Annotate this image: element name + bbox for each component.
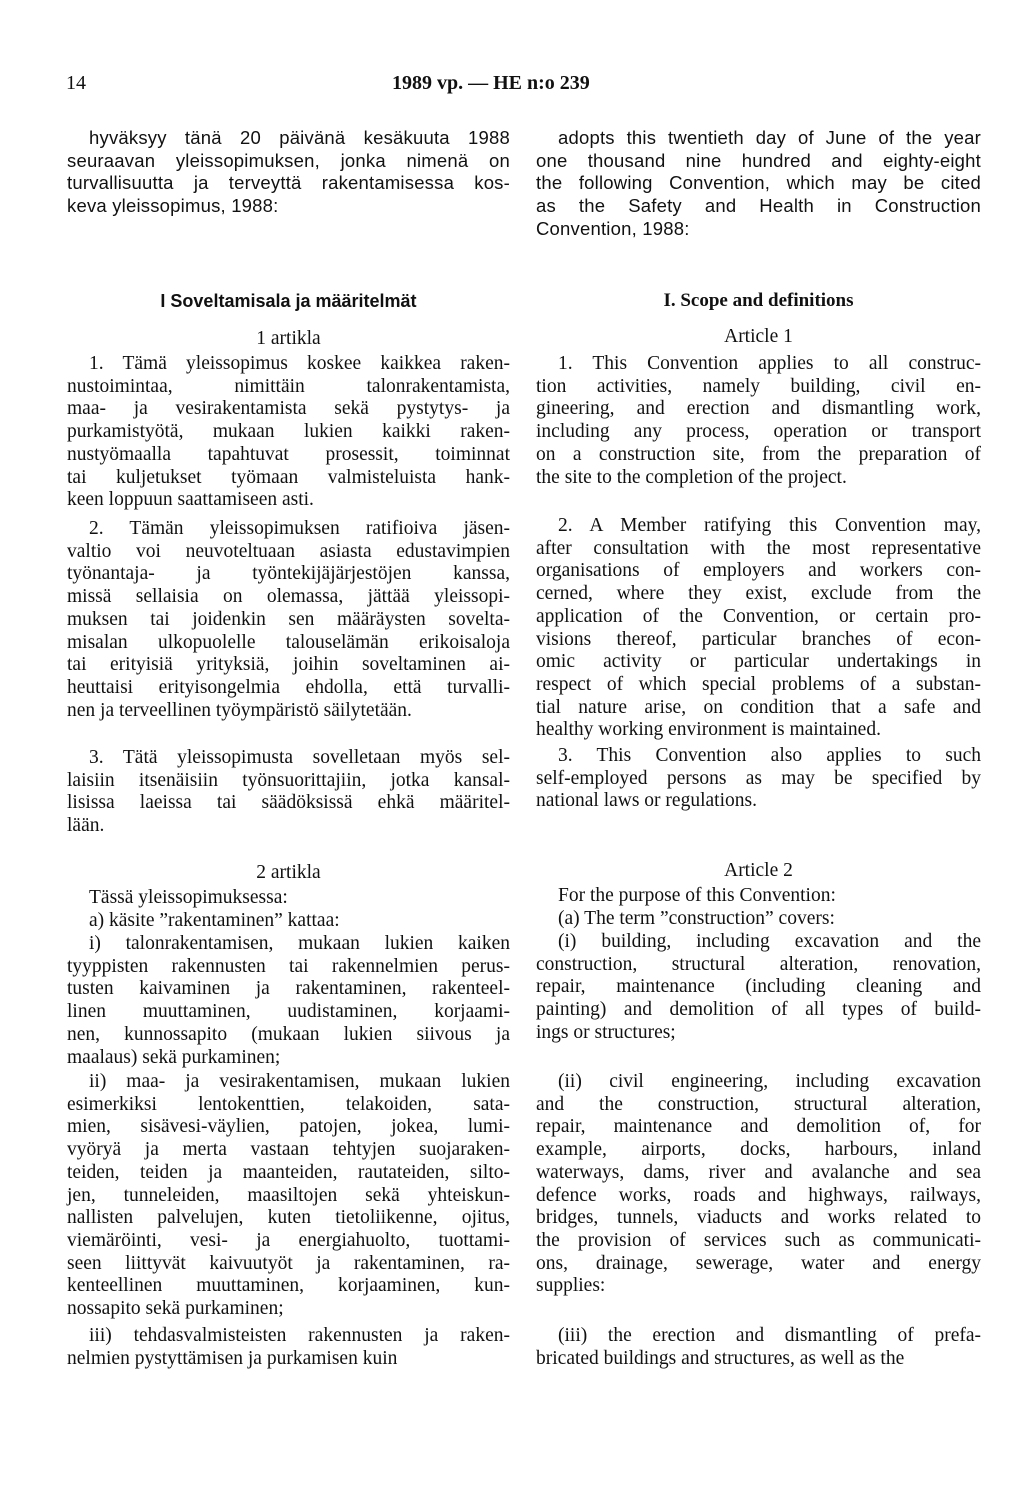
text-line: maa- ja vesirakentamista sekä pystytys- ja — [67, 398, 510, 420]
text-line: repair, maintenance and demolition of, for — [536, 1116, 981, 1138]
text-line: työnantaja- ja työntekijäjärjestöjen kanssa, — [67, 563, 510, 585]
text-line: 1. This Convention applies to all construc- — [558, 353, 981, 374]
text-line: painting) and demolition of all types of build- — [536, 999, 981, 1021]
text-line: (iii) the erection and dismantling of prefa- — [558, 1325, 981, 1346]
text-line: jen, tunneleiden, maasiltojen sekä yhteiskun- — [67, 1184, 510, 1206]
text-line: tyyppisten rakennusten tai rakennelmien perus- — [67, 955, 510, 977]
text-line: (i) building, including excavation and the — [558, 931, 981, 952]
left-article2-i — [67, 933, 510, 1069]
text-line: nossapito sekä purkaminen; — [67, 1298, 284, 1320]
text-line: keen loppuun saattamiseen asti. — [67, 489, 314, 511]
right-article1-title: Article 1 — [724, 326, 793, 347]
left-article2-ii — [67, 1071, 510, 1321]
text-line: example, airports, docks, harbours, inland — [536, 1139, 981, 1161]
text-line: tai erityisiä yrityksiä, joihin soveltaminen ai- — [67, 654, 510, 676]
text-line: ii) maa- ja vesirakentamisen, mukaan lukien — [89, 1071, 510, 1092]
right-article2-title: Article 2 — [724, 860, 793, 881]
text-line: teiden, teiden ja maanteiden, rautateiden, silto- — [67, 1161, 510, 1183]
text-line: maalaus) sekä purkaminen; — [67, 1046, 281, 1068]
text-line: laisiin itsenäisiin työnsuorittajiin, jotka kansal- — [67, 769, 510, 791]
left-article1-para3 — [67, 747, 510, 838]
text-line: national laws or regulations. — [536, 790, 757, 812]
text-line: misalan ulkopuolelle talouselämän erikoisaloja — [67, 631, 510, 653]
text-line: seuraavan yleissopimuksen, jonka nimenä on — [67, 149, 510, 171]
text-line: application of the Convention, or certain pro- — [536, 605, 981, 627]
text-line: 3. Tätä yleissopimusta sovelletaan myös sel- — [89, 747, 510, 768]
text-line: tion activities, namely building, civil en- — [536, 375, 981, 397]
text-line: vyöryä ja merta vastaan tehtyjen suojaraken- — [67, 1139, 510, 1161]
text-line: on a construction site, from the preparation of — [536, 443, 981, 465]
text-line: the site to the completion of the project. — [536, 466, 847, 488]
text-line: nen ja terveellinen työympäristö säilytetään. — [67, 699, 412, 721]
right-intro — [536, 127, 981, 241]
text-line: as the Safety and Health in Construction — [536, 195, 981, 217]
text-line: esimerkiksi lentokenttien, telakoiden, sata- — [67, 1093, 510, 1115]
left-article2-iii — [67, 1325, 510, 1370]
text-line: nelmien pystyttämisen ja purkamisen kuin — [67, 1347, 398, 1369]
text-line: tial nature arise, on condition that a safe and — [536, 696, 981, 718]
text-line: self-employed persons as may be specified by — [536, 767, 981, 789]
text-line: omic activity or particular undertakings in — [536, 651, 981, 673]
text-line: 3. This Convention also applies to such — [558, 745, 981, 766]
text-line: the provision of services such as communicati- — [536, 1229, 981, 1251]
left-article2-intro: Tässä yleissopimuksessa: — [89, 887, 288, 908]
text-line: visions thereof, particular branches of econ- — [536, 628, 981, 650]
left-article2-title: 2 artikla — [256, 862, 321, 883]
text-line: the following Convention, which may be cited — [536, 172, 981, 194]
left-article2-a: a) käsite ”rakentaminen” kattaa: — [89, 910, 340, 931]
text-line: nen, kunnossapito (mukaan lukien siivous ja — [67, 1023, 510, 1045]
text-line: supplies: — [536, 1275, 606, 1297]
right-article2-ii — [536, 1071, 981, 1298]
text-line: bricated buildings and structures, as well as the — [536, 1347, 905, 1369]
left-article1-para1 — [67, 353, 510, 512]
text-line: i) talonrakentamisen, mukaan lukien kaiken — [89, 933, 510, 954]
text-line: purkamistyötä, mukaan lukien kaikki raken- — [67, 421, 510, 443]
right-article2-intro: For the purpose of this Convention: — [558, 885, 836, 906]
text-line: ings or structures; — [536, 1021, 676, 1043]
text-line: turvallisuutta ja terveyttä rakentamisessa kos- — [67, 172, 510, 194]
text-line: ons, drainage, sewerage, water and energy — [536, 1252, 981, 1274]
text-line: 2. Tämän yleissopimuksen ratifioiva jäsen- — [89, 518, 510, 539]
text-line: bridges, tunnels, viaducts and works related to — [536, 1207, 981, 1229]
text-line: Convention, 1988: — [536, 217, 690, 239]
text-line: including any process, operation or transport — [536, 421, 981, 443]
text-line: nallisten palvelujen, kuten tietoliikenne, ojitus, — [67, 1207, 510, 1229]
text-line: muksen tai joidenkin sen määräysten sovelta- — [67, 608, 510, 630]
text-line: seen liittyvät kaivuutyöt ja rakentaminen, ra- — [67, 1252, 510, 1274]
text-line: nustyömaalla tapahtuvat prosessit, toiminnat — [67, 443, 510, 465]
text-line: repair, maintenance (including cleaning and — [536, 976, 981, 998]
left-intro — [67, 127, 510, 218]
text-line: heuttaisi erityisongelmia ehdolla, että turvalli- — [67, 676, 510, 698]
text-line: one thousand nine hundred and eighty-eight — [536, 149, 981, 171]
text-line: tusten kaivaminen ja rakentaminen, rakenteel- — [67, 978, 510, 1000]
text-line: construction, structural alteration, renovation, — [536, 953, 981, 975]
left-article1-para2 — [67, 518, 510, 722]
right-article1-para1 — [536, 353, 981, 489]
text-line: healthy working environment is maintained. — [536, 719, 881, 741]
text-line: defence works, roads and highways, railways, — [536, 1184, 981, 1206]
text-line: and the construction, structural alteration, — [536, 1093, 981, 1115]
right-article2-iii — [536, 1325, 981, 1370]
text-line: lisissa laeissa tai säädöksissä ehkä määritel- — [67, 792, 510, 814]
text-line: lään. — [67, 815, 105, 837]
text-line: keva yleissopimus, 1988: — [67, 195, 279, 217]
text-line: hyväksyy tänä 20 päivänä kesäkuuta 1988 — [89, 127, 510, 148]
text-line: adopts this twentieth day of June of the year — [558, 127, 981, 148]
text-line: waterways, dams, river and avalanche and sea — [536, 1161, 981, 1183]
document-title: 1989 vp. — HE n:o 239 — [392, 72, 590, 94]
text-line: missä sellaisia on olemassa, jättää yleissopi- — [67, 586, 510, 608]
text-line: after consultation with the most representative — [536, 537, 981, 559]
page-number: 14 — [66, 72, 86, 94]
right-article2-i — [536, 931, 981, 1045]
text-line: (ii) civil engineering, including excavation — [558, 1071, 981, 1092]
text-line: valtio voi neuvoteltuaan asiasta edustavimpien — [67, 540, 510, 562]
text-line: nustoimintaa, nimittäin talonrakentamista, — [67, 375, 510, 397]
right-article1-para3 — [536, 745, 981, 813]
text-line: organisations of employers and workers con- — [536, 560, 981, 582]
text-line: respect of which special problems of a substan- — [536, 673, 981, 695]
right-article1-para2 — [536, 515, 981, 742]
text-line: tai kuljetukset työmaan valmisteluista hank- — [67, 466, 510, 488]
text-line: 2. A Member ratifying this Convention may, — [558, 515, 981, 536]
text-line: mien, sisävesi-väylien, patojen, jokea, lumi- — [67, 1116, 510, 1138]
text-line: 1. Tämä yleissopimus koskee kaikkea raken- — [89, 353, 510, 374]
left-section-heading: I Soveltamisala ja määritelmät — [160, 291, 417, 311]
text-line: iii) tehdasvalmisteisten rakennusten ja raken- — [89, 1325, 510, 1346]
left-article1-title: 1 artikla — [256, 328, 321, 349]
text-line: viemäröinti, vesi- ja energiahuolto, tuottami- — [67, 1229, 510, 1251]
text-line: linen muuttaminen, uudistaminen, korjaami- — [67, 1001, 510, 1023]
text-line: gineering, and erection and dismantling work, — [536, 398, 981, 420]
text-line: cerned, where they exist, exclude from the — [536, 583, 981, 605]
right-article2-a: (a) The term ”construction” covers: — [558, 908, 835, 929]
text-line: kenteellinen muuttaminen, korjaaminen, kun- — [67, 1275, 510, 1297]
right-section-heading: I. Scope and definitions — [663, 290, 854, 311]
